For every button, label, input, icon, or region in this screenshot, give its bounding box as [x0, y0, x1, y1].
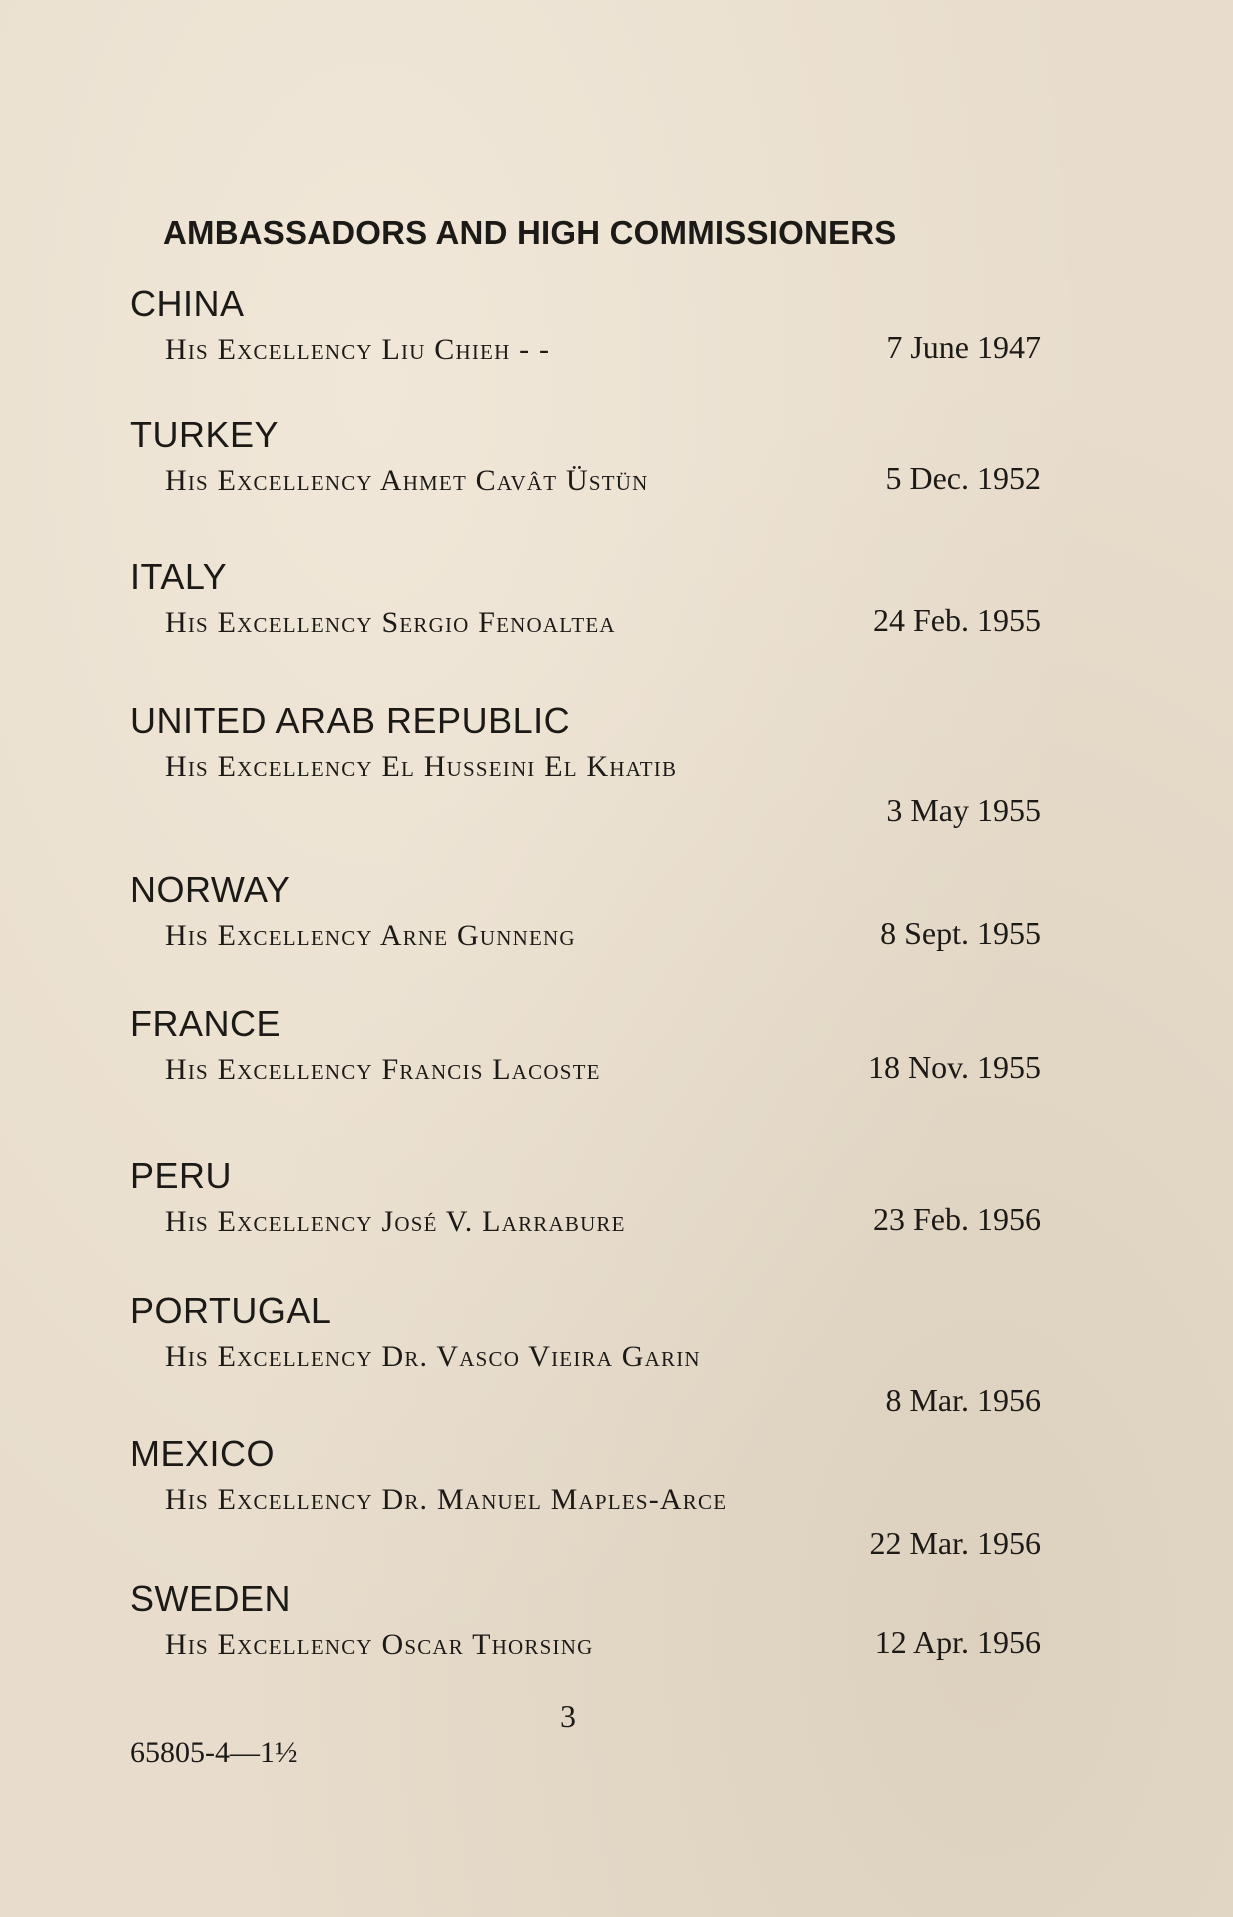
country-name: TURKEY	[130, 414, 280, 455]
country-name: MEXICO	[130, 1433, 276, 1474]
appointment-date: 3 May 1955	[886, 792, 1041, 828]
page-number: 3	[560, 1698, 576, 1734]
ambassador-name: His Excellency Ahmet Cavât Üstün	[165, 464, 649, 497]
country-name: CHINA	[130, 283, 245, 324]
country-name: ITALY	[130, 556, 228, 597]
country-name: UNITED ARAB REPUBLIC	[130, 700, 571, 741]
country-name: PERU	[130, 1155, 233, 1196]
ambassador-name: His Excellency Dr. Manuel Maples-Arce	[165, 1483, 728, 1516]
appointment-date: 7 June 1947	[886, 329, 1041, 365]
appointment-date: 5 Dec. 1952	[885, 460, 1041, 496]
country-name: FRANCE	[130, 1003, 282, 1044]
appointment-date: 18 Nov. 1955	[867, 1049, 1041, 1085]
appointment-date: 23 Feb. 1956	[873, 1201, 1041, 1237]
appointment-date: 12 Apr. 1956	[874, 1624, 1041, 1660]
ambassador-name: His Excellency Dr. Vasco Vieira Garin	[165, 1340, 701, 1373]
appointment-date: 24 Feb. 1955	[873, 602, 1041, 638]
country-name: PORTUGAL	[130, 1290, 332, 1331]
country-name: SWEDEN	[130, 1578, 292, 1619]
ambassador-name: His Excellency Oscar Thorsing	[165, 1628, 594, 1661]
ambassador-name: His Excellency Sergio Fenoaltea	[165, 606, 616, 639]
ambassador-name: His Excellency Francis Lacoste	[165, 1053, 601, 1086]
print-code: 65805-4—1½	[130, 1736, 298, 1769]
page-heading: AMBASSADORS AND HIGH COMMISSIONERS	[163, 214, 897, 251]
ambassador-name: His Excellency José V. Larrabure	[165, 1205, 626, 1238]
ambassador-name: His Excellency Liu Chieh - -	[165, 333, 551, 366]
appointment-date: 8 Sept. 1955	[880, 915, 1041, 951]
appointment-date: 8 Mar. 1956	[885, 1382, 1041, 1418]
country-name: NORWAY	[130, 869, 291, 910]
appointment-date: 22 Mar. 1956	[869, 1525, 1041, 1561]
ambassador-name: His Excellency El Husseini El Khatib	[165, 750, 678, 783]
ambassador-name: His Excellency Arne Gunneng	[165, 919, 576, 952]
